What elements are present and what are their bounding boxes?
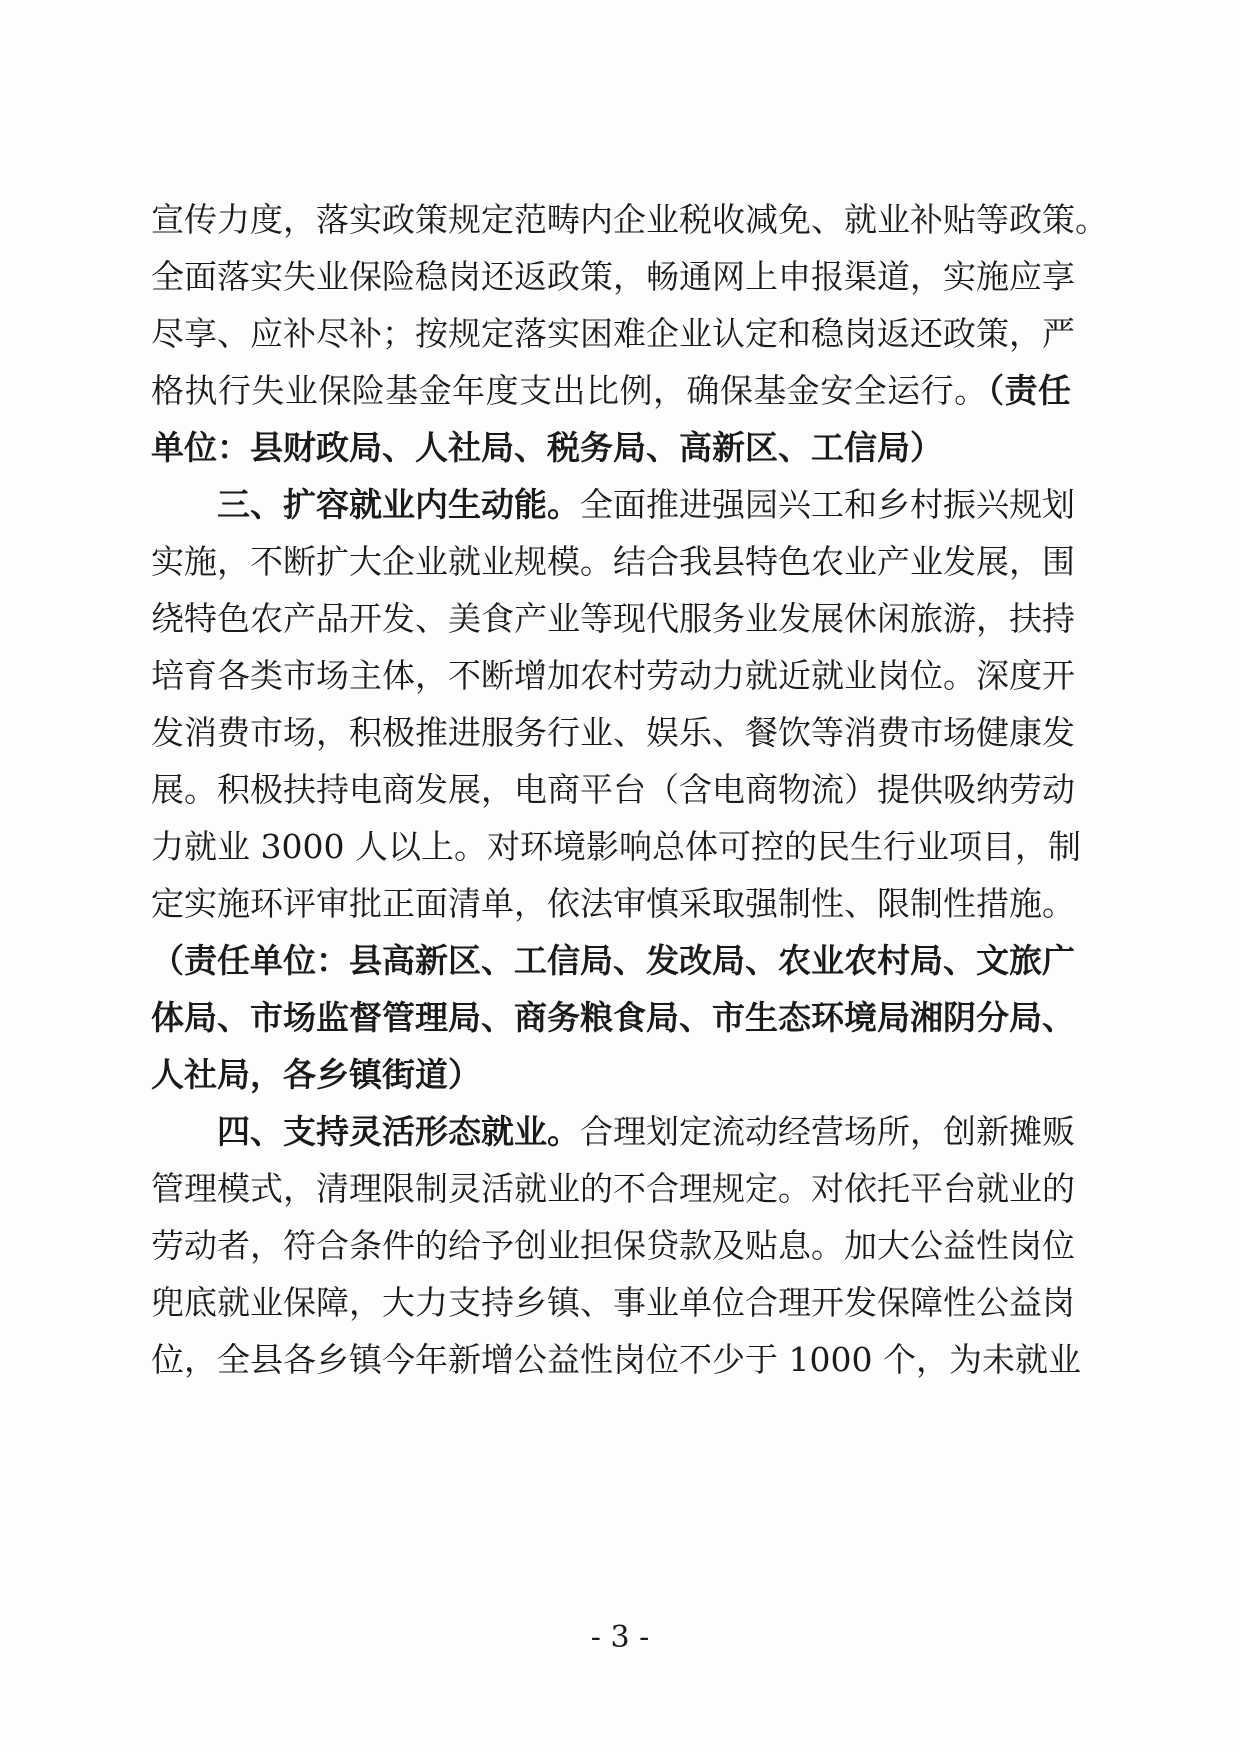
section-4-text: 合理划定流动经营场所，创新摊贩 <box>580 1112 1075 1151</box>
body-line-4-text: 格执行失业保险基金年度支出比例，确保基金安全运行。 <box>151 371 988 410</box>
section-3-text: 全面推进强园兴工和乡村振兴规划 <box>580 485 1075 524</box>
responsibility-units-2a: （责任单位：县高新区、工信局、发改局、农业农村局、文旅广 <box>151 941 1075 980</box>
section-3-first-line <box>151 477 1075 533</box>
body-line-9: 培育各类市场主体，不断增加农村劳动力就近就业岗位。深度开 <box>151 656 1075 695</box>
section-4-first-line <box>151 1104 1075 1160</box>
page-number: - 3 - <box>590 1620 650 1655</box>
responsibility-units-2b: 体局、市场监督管理局、商务粮食局、市生态环境局湘阴分局、 <box>151 998 1075 1037</box>
responsibility-units-2c: 人社局，各乡镇街道） <box>151 1055 481 1094</box>
responsibility-label-start: （责任 <box>987 371 1072 410</box>
body-line-4 <box>151 363 1071 419</box>
body-line-12: 力就业 3000 人以上。对环境影响总体可控的民生行业项目，制 <box>151 827 1081 866</box>
body-line-21: 位，全县各乡镇今年新增公益性岗位不少于 1000 个，为未就业 <box>151 1340 1081 1379</box>
body-line-8: 绕特色农产品开发、美食产业等现代服务业发展休闲旅游，扶持 <box>151 599 1075 638</box>
body-line-20: 兜底就业保障，大力支持乡镇、事业单位合理开发保障性公益岗 <box>151 1283 1075 1322</box>
body-line-3: 尽享、应补尽补；按规定落实困难企业认定和稳岗返还政策，严 <box>151 314 1075 353</box>
section-4-heading: 四、支持灵活形态就业。 <box>217 1112 580 1151</box>
section-3-heading: 三、扩容就业内生动能。 <box>217 485 580 524</box>
body-line-11: 展。积极扶持电商发展，电商平台（含电商物流）提供吸纳劳动 <box>151 770 1075 809</box>
body-line-19: 劳动者，符合条件的给予创业担保贷款及贴息。加大公益性岗位 <box>151 1226 1075 1265</box>
body-line-2: 全面落实失业保险稳岗还返政策，畅通网上申报渠道，实施应享 <box>151 257 1075 296</box>
body-line-1: 宣传力度，落实政策规定范畴内企业税收减免、就业补贴等政策。 <box>151 200 1108 239</box>
body-line-7: 实施，不断扩大企业就业规模。结合我县特色农业产业发展，围 <box>151 542 1075 581</box>
responsibility-units-1: 单位：县财政局、人社局、税务局、高新区、工信局） <box>151 428 943 467</box>
body-line-10: 发消费市场，积极推进服务行业、娱乐、餐饮等消费市场健康发 <box>151 713 1075 752</box>
body-line-18: 管理模式，清理限制灵活就业的不合理规定。对依托平台就业的 <box>151 1169 1075 1208</box>
body-line-13: 定实施环评审批正面清单，依法审慎采取强制性、限制性措施。 <box>151 884 1075 923</box>
